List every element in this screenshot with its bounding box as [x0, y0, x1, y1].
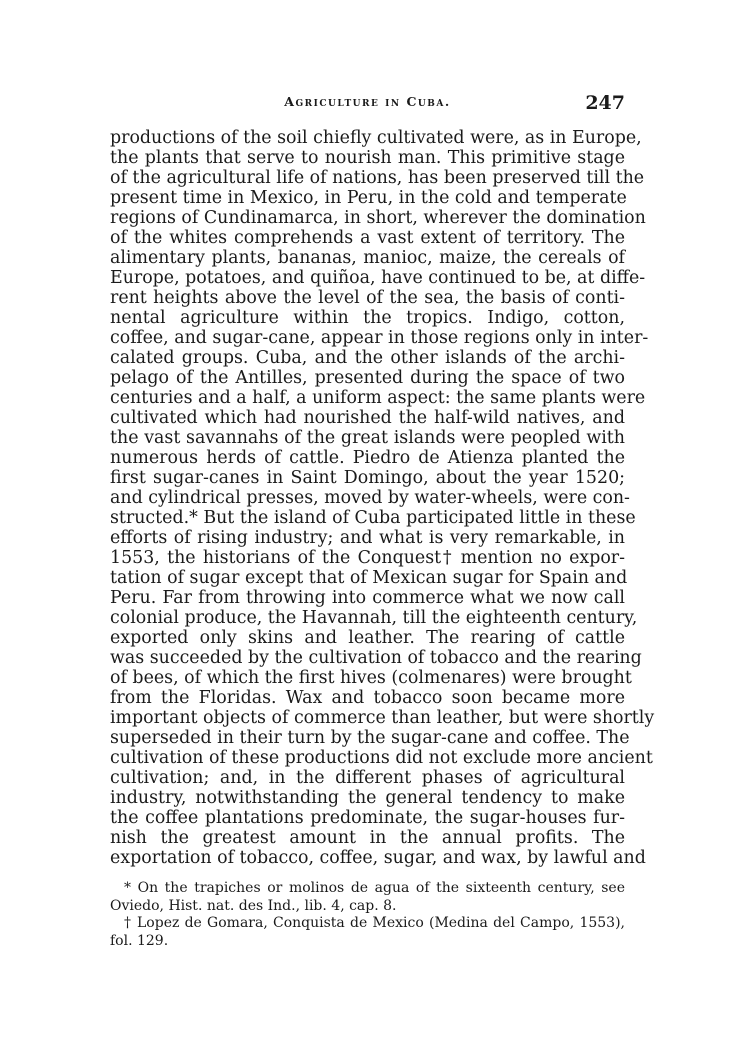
- text-line: cultivated which had nourished the half-wild natives, and: [110, 408, 625, 428]
- text-line: coffee, and sugar-cane, appear in those regions only in inter-: [110, 328, 649, 348]
- text-line: present time in Mexico, in Peru, in the cold and temperate: [110, 188, 627, 208]
- text-line: cultivation of these productions did not exclude more ancient: [110, 748, 653, 768]
- text-line: the vast savannahs of the great islands were peopled with: [110, 428, 625, 448]
- text-line: first sugar-canes in Saint Domingo, about the year 1520;: [110, 468, 625, 488]
- text-line: efforts of rising industry; and what is very remarkable, in: [110, 528, 625, 548]
- footnote-2-line-1: † Lopez de Gomara, Conquista de Mexico (Medina del Campo, 1553),: [124, 915, 625, 931]
- body-text: [110, 128, 655, 868]
- text-line: 1553, the historians of the Conquest† mention no expor-: [110, 548, 625, 568]
- text-line: from the Floridas. Wax and tobacco soon became more: [110, 688, 625, 708]
- text-line: calated groups. Cuba, and the other islands of the archi-: [110, 348, 625, 368]
- text-line: rent heights above the level of the sea, the basis of conti-: [110, 288, 625, 308]
- text-line: regions of Cundinamarca, in short, wherever the domination: [110, 208, 646, 228]
- running-title: Agriculture in Cuba.: [284, 94, 451, 109]
- text-line: exported only skins and leather. The rearing of cattle: [110, 628, 625, 648]
- footnote-1-line-1: * On the trapiches or molinos de agua of the sixteenth century, see: [124, 880, 625, 896]
- text-line: of the whites comprehends a vast extent of territory. The: [110, 228, 625, 248]
- page-number: 247: [585, 92, 625, 114]
- text-line: the plants that serve to nourish man. This primitive stage: [110, 148, 625, 168]
- text-line: tation of sugar except that of Mexican sugar for Spain and: [110, 568, 628, 588]
- text-line: structed.* But the island of Cuba participated little in these: [110, 508, 636, 528]
- running-head: [110, 92, 625, 118]
- text-line: Europe, potatoes, and quiñoa, have continued to be, at diffe-: [110, 268, 646, 288]
- text-line: the coffee plantations predominate, the sugar-houses fur-: [110, 808, 625, 828]
- text-line: of the agricultural life of nations, has been preserved till the: [110, 168, 645, 188]
- text-line: alimentary plants, bananas, manioc, maize, the cereals of: [110, 248, 625, 268]
- text-line: Peru. Far from throwing into commerce what we now call: [110, 588, 625, 608]
- text-line: important objects of commerce than leather, but were shortly: [110, 708, 655, 728]
- text-line: and cylindrical presses, moved by water-wheels, were con-: [110, 488, 630, 508]
- text-line: colonial produce, the Havannah, till the eighteenth century,: [110, 608, 638, 628]
- text-line: nental agriculture within the tropics. Indigo, cotton,: [110, 308, 625, 328]
- footnote-1-line-2: Oviedo, Hist. nat. des Ind., lib. 4, cap. 8.: [110, 897, 397, 914]
- text-line: of bees, of which the first hives (colmenares) were brought: [110, 668, 632, 688]
- text-line: was succeeded by the cultivation of tobacco and the rearing: [110, 648, 642, 668]
- text-line: nish the greatest amount in the annual profits. The: [110, 828, 625, 848]
- text-line: numerous herds of cattle. Piedro de Atienza planted the: [110, 448, 625, 468]
- text-line: superseded in their turn by the sugar-cane and coffee. The: [110, 728, 630, 748]
- text-line: industry, notwithstanding the general tendency to make: [110, 788, 625, 808]
- footnotes: [110, 880, 625, 950]
- text-line: productions of the soil chiefly cultivated were, as in Europe,: [110, 128, 642, 148]
- text-line: pelago of the Antilles, presented during the space of two: [110, 368, 625, 388]
- text-line: centuries and a half, a uniform aspect: the same plants were: [110, 388, 646, 408]
- footnote-2-line-2: fol. 129.: [110, 932, 169, 949]
- text-line: exportation of tobacco, coffee, sugar, and wax, by lawful and: [110, 848, 646, 868]
- text-line: cultivation; and, in the different phases of agricultural: [110, 768, 625, 788]
